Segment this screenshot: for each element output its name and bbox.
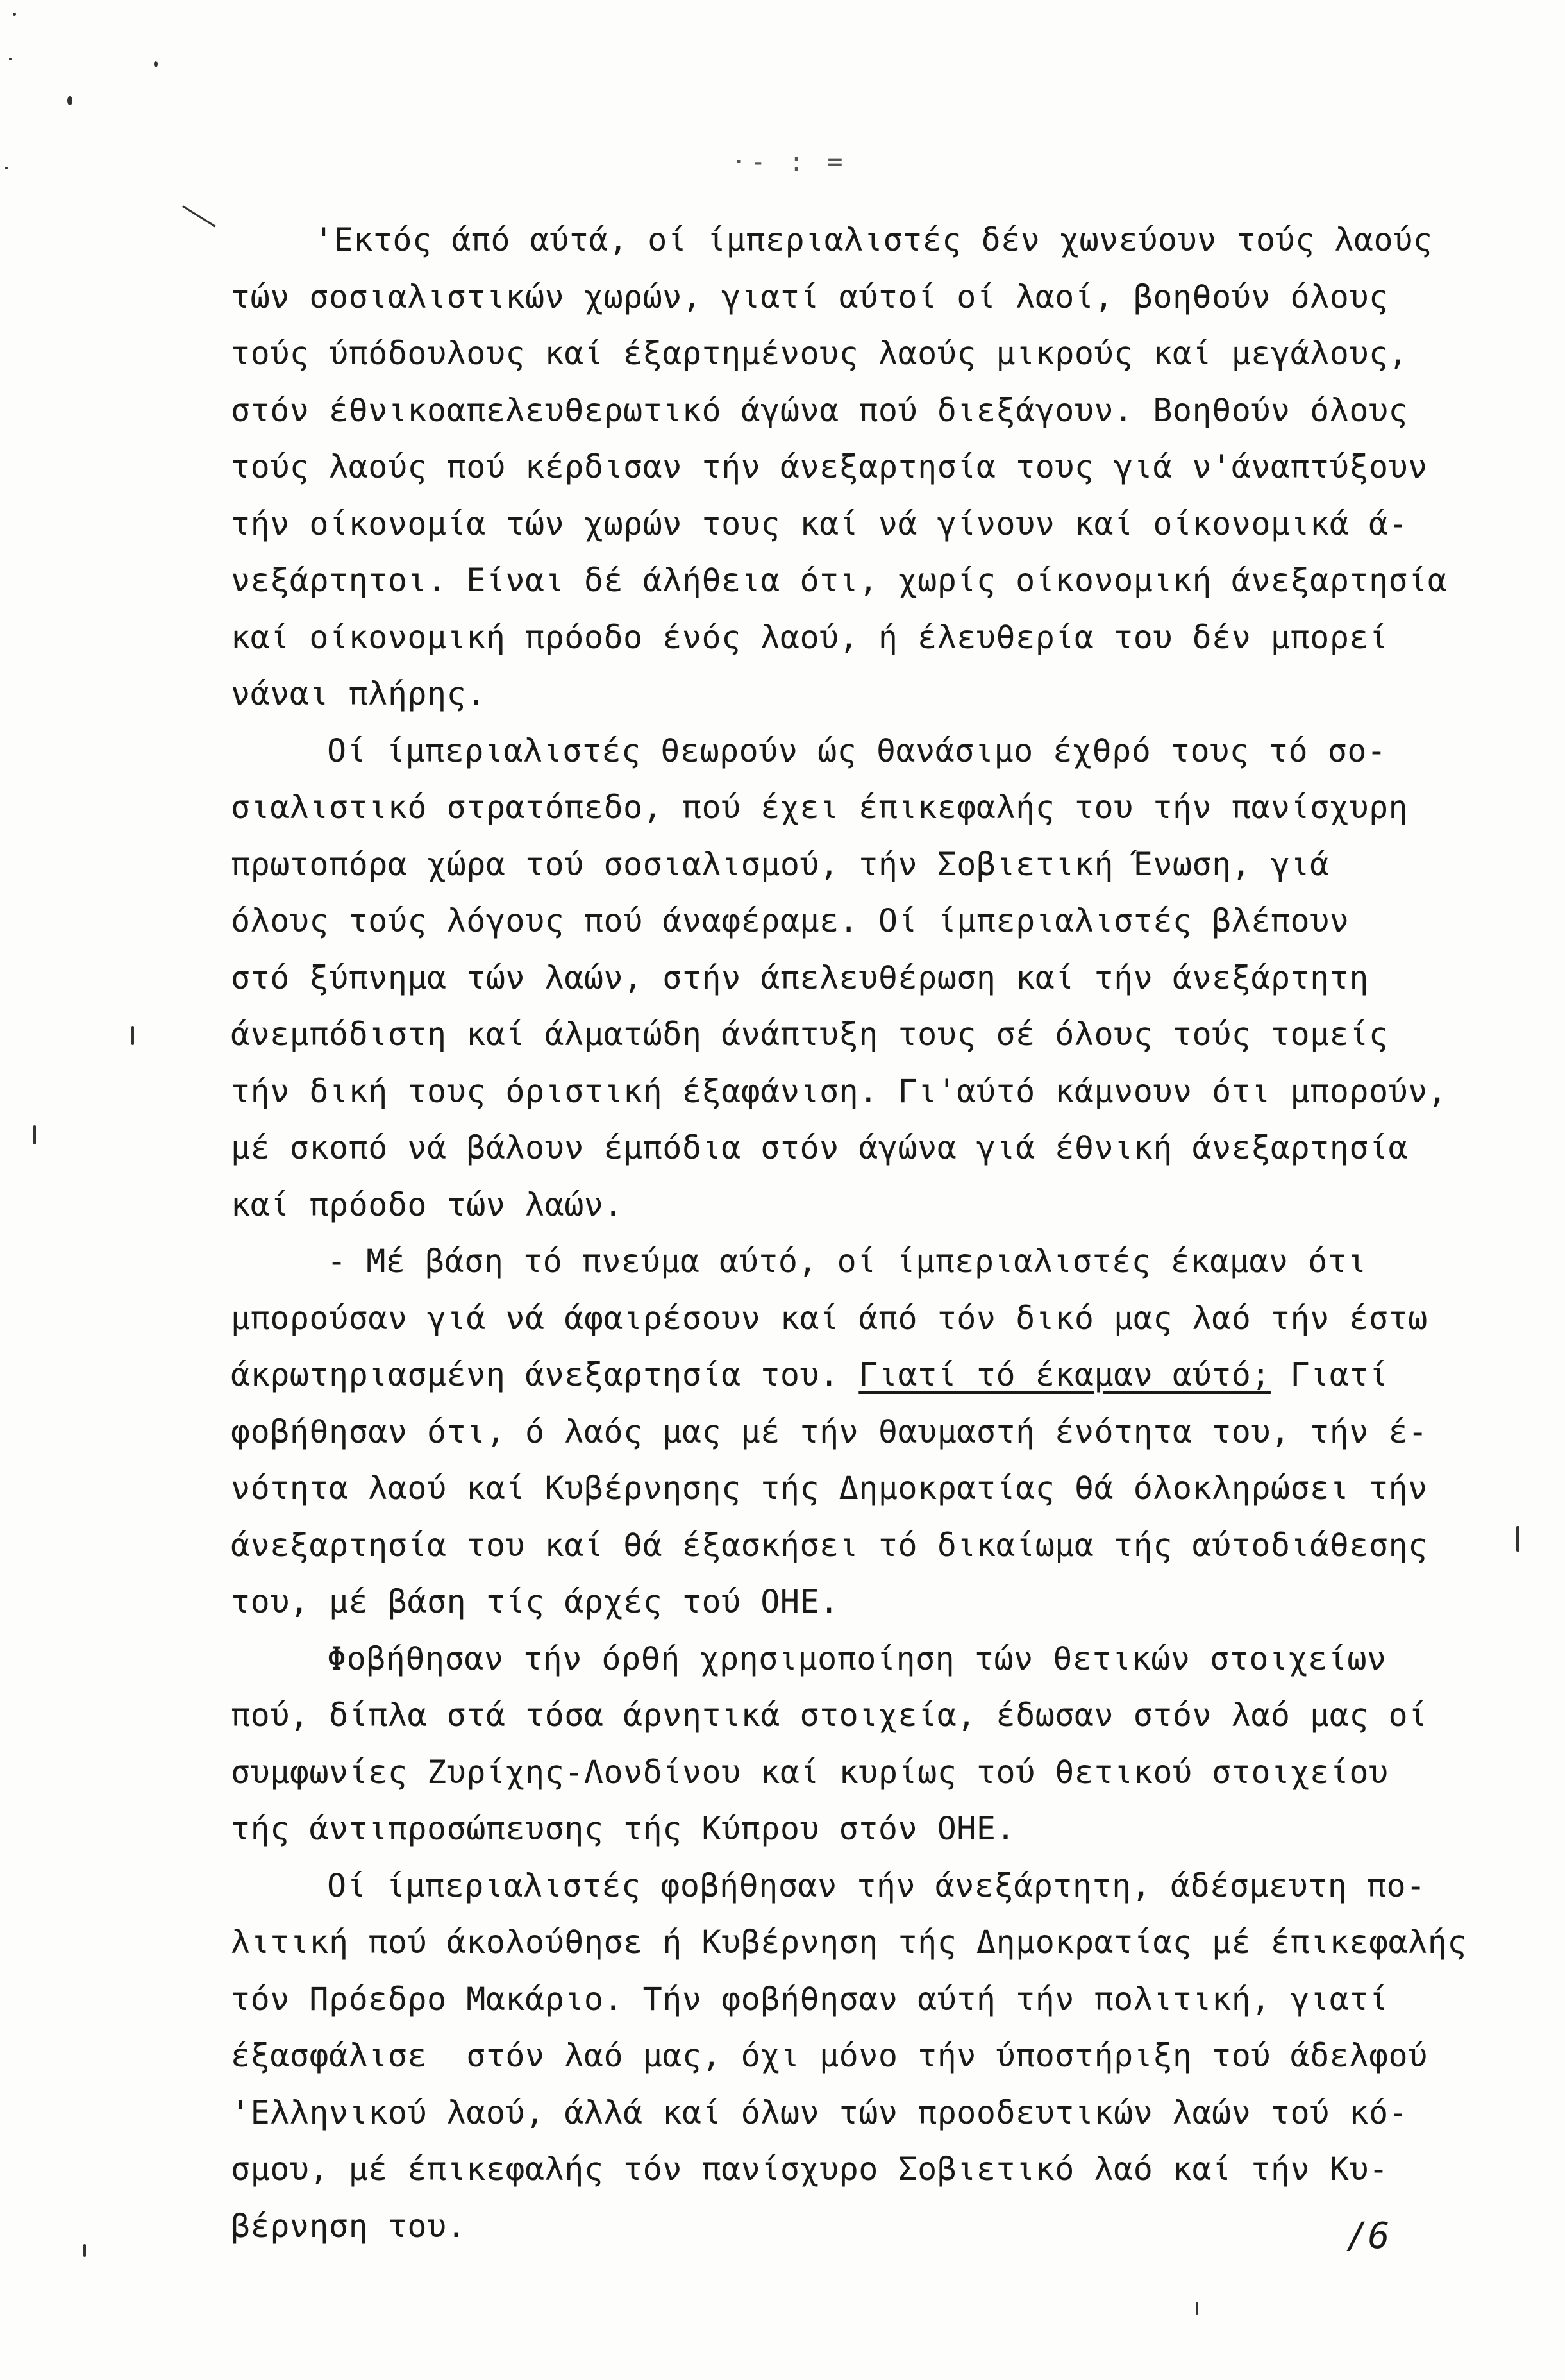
- text-line: νάναι πλήρης.: [231, 675, 486, 712]
- text-line: καί οίκονομική πρόοδο ένός λαού, ή έλευθερία του δέν μπορεί: [231, 618, 1389, 656]
- text-line: νεξάρτητοι. Είναι δέ άλήθεια ότι, χωρίς οίκονομική άνεξαρτησία: [231, 562, 1448, 599]
- text-line: πρωτοπόρα χώρα τού σοσιαλισμού, τήν Σοβιετική Ένωση, γιά: [231, 845, 1330, 883]
- text-line: του, μέ βάση τίς άρχές τού ΟΗΕ.: [231, 1583, 839, 1620]
- scan-speck: [83, 2244, 86, 2257]
- scan-speck: [13, 13, 16, 16]
- text-line: καί πρόοδο τών λαών.: [231, 1186, 624, 1223]
- text-line: βέρνηση του.: [231, 2207, 467, 2245]
- paragraph-5: [231, 1857, 1481, 2255]
- scan-speck: [9, 58, 12, 60]
- paragraph-2: [231, 723, 1481, 1234]
- underlined-question: Γιατί τό έκαμαν αύτό;: [858, 1356, 1271, 1393]
- text-line: τόν Πρόεδρο Μακάριο. Τήν φοβήθησαν αύτή τήν πολιτική, γιατί: [231, 1980, 1389, 2018]
- text-line: άνεμπόδιστη καί άλματώδη άνάπτυξη τους σέ όλους τούς τομείς: [231, 1016, 1389, 1053]
- text-line: σμου, μέ έπικεφαλής τόν πανίσχυρο Σοβιετικό λαό καί τήν Κυ-: [231, 2150, 1389, 2188]
- paragraph-3: [231, 1233, 1481, 1630]
- text-line: τήν δική τους όριστική έξαφάνιση. Γι'αύτό κάμνουν ότι μπορούν,: [231, 1072, 1448, 1110]
- paragraph-1: [231, 212, 1481, 723]
- text-line: φοβήθησαν ότι, ό λαός μας μέ τήν θαυμαστή ένότητα του, τήν έ-: [231, 1412, 1428, 1450]
- text-line: στόν έθνικοαπελευθερωτικό άγώνα πού διεξάγουν. Βοηθούν όλους: [231, 391, 1409, 429]
- text-line: Φοβήθησαν τήν όρθή χρησιμοποίηση τών θετικών στοιχείων: [327, 1639, 1387, 1677]
- text-line: Οί ίμπεριαλιστές φοβήθησαν τήν άνεξάρτητη, άδέσμευτη πο-: [327, 1866, 1426, 1904]
- text-line: συμφωνίες Ζυρίχης-Λονδίνου καί κυρίως τού θετικού στοιχείου: [231, 1753, 1389, 1791]
- paragraph-4: [231, 1630, 1481, 1857]
- scan-speck: [131, 1026, 134, 1045]
- text-line: λιτική πού άκολούθησε ή Κυβέρνηση τής Δημοκρατίας μέ έπικεφαλής: [231, 1923, 1467, 1961]
- scan-speck: [33, 1125, 36, 1144]
- text-line: έξασφάλισε στόν λαό μας, όχι μόνο τήν ύποστήριξη τού άδελφού: [231, 2037, 1428, 2074]
- text-line: πού, δίπλα στά τόσα άρνητικά στοιχεία, έδωσαν στόν λαό μας οί: [231, 1697, 1428, 1734]
- text-line: μέ σκοπό νά βάλουν έμπόδια στόν άγώνα γιά έθνική άνεξαρτησία: [231, 1129, 1409, 1166]
- text-line: τής άντιπροσώπευσης τής Κύπρου στόν ΟΗΕ.: [231, 1810, 1016, 1847]
- text-line: μπορούσαν γιά νά άφαιρέσουν καί άπό τόν δικό μας λαό τήν έστω: [231, 1299, 1428, 1337]
- text-line: 'Εκτός άπό αύτά, οί ίμπεριαλιστές δέν χωνεύουν τούς λαούς: [314, 221, 1433, 258]
- page-number: /6: [1346, 2215, 1390, 2257]
- text-line: - Μέ βάση τό πνεύμα αύτό, οί ίμπεριαλιστές έκαμαν ότι: [327, 1243, 1367, 1280]
- text-line: άνεξαρτησία του καί θά έξασκήσει τό δικαίωμα τής αύτοδιάθεσης: [231, 1526, 1428, 1564]
- text-line: τούς λαούς πού κέρδισαν τήν άνεξαρτησία τους γιά ν'άναπτύξουν: [231, 448, 1428, 485]
- text-line: τών σοσιαλιστικών χωρών, γιατί αύτοί οί λαοί, βοηθούν όλους: [231, 278, 1389, 315]
- scan-speck: [1196, 2302, 1198, 2315]
- text-line: τήν οίκονομία τών χωρών τους καί νά γίνουν καί οίκονομικά ά-: [231, 505, 1409, 542]
- text-line: 'Ελληνικού λαού, άλλά καί όλων τών προοδευτικών λαών τού κό-: [231, 2093, 1409, 2131]
- scan-speck: [1516, 1526, 1519, 1552]
- document-body: [231, 212, 1481, 2254]
- page-header-mark: ·- : =: [731, 147, 847, 177]
- text-line: στό ξύπνημα τών λαών, στήν άπελευθέρωση καί τήν άνεξάρτητη: [231, 959, 1369, 996]
- scan-speck: [67, 96, 72, 105]
- text-line: νότητα λαού καί Κυβέρνησης τής Δημοκρατίας θά όλοκληρώσει τήν: [231, 1470, 1428, 1507]
- scan-speck: [5, 167, 8, 169]
- text-line: όλους τούς λόγους πού άναφέραμε. Οί ίμπεριαλιστές βλέπουν: [231, 902, 1350, 939]
- text-line: τούς ύπόδουλους καί έξαρτημένους λαούς μικρούς καί μεγάλους,: [231, 335, 1409, 372]
- text-line: Οί ίμπεριαλιστές θεωρούν ώς θανάσιμο έχθρό τους τό σο-: [327, 732, 1387, 769]
- text-line: άκρωτηριασμένη άνεξαρτησία του. Γιατί τό έκαμαν αύτό; Γιατί: [231, 1356, 1389, 1393]
- text-line: σιαλιστικό στρατόπεδο, πού έχει έπικεφαλής του τήν πανίσχυρη: [231, 789, 1409, 826]
- scan-mark: [182, 205, 215, 227]
- scan-speck: [154, 61, 158, 67]
